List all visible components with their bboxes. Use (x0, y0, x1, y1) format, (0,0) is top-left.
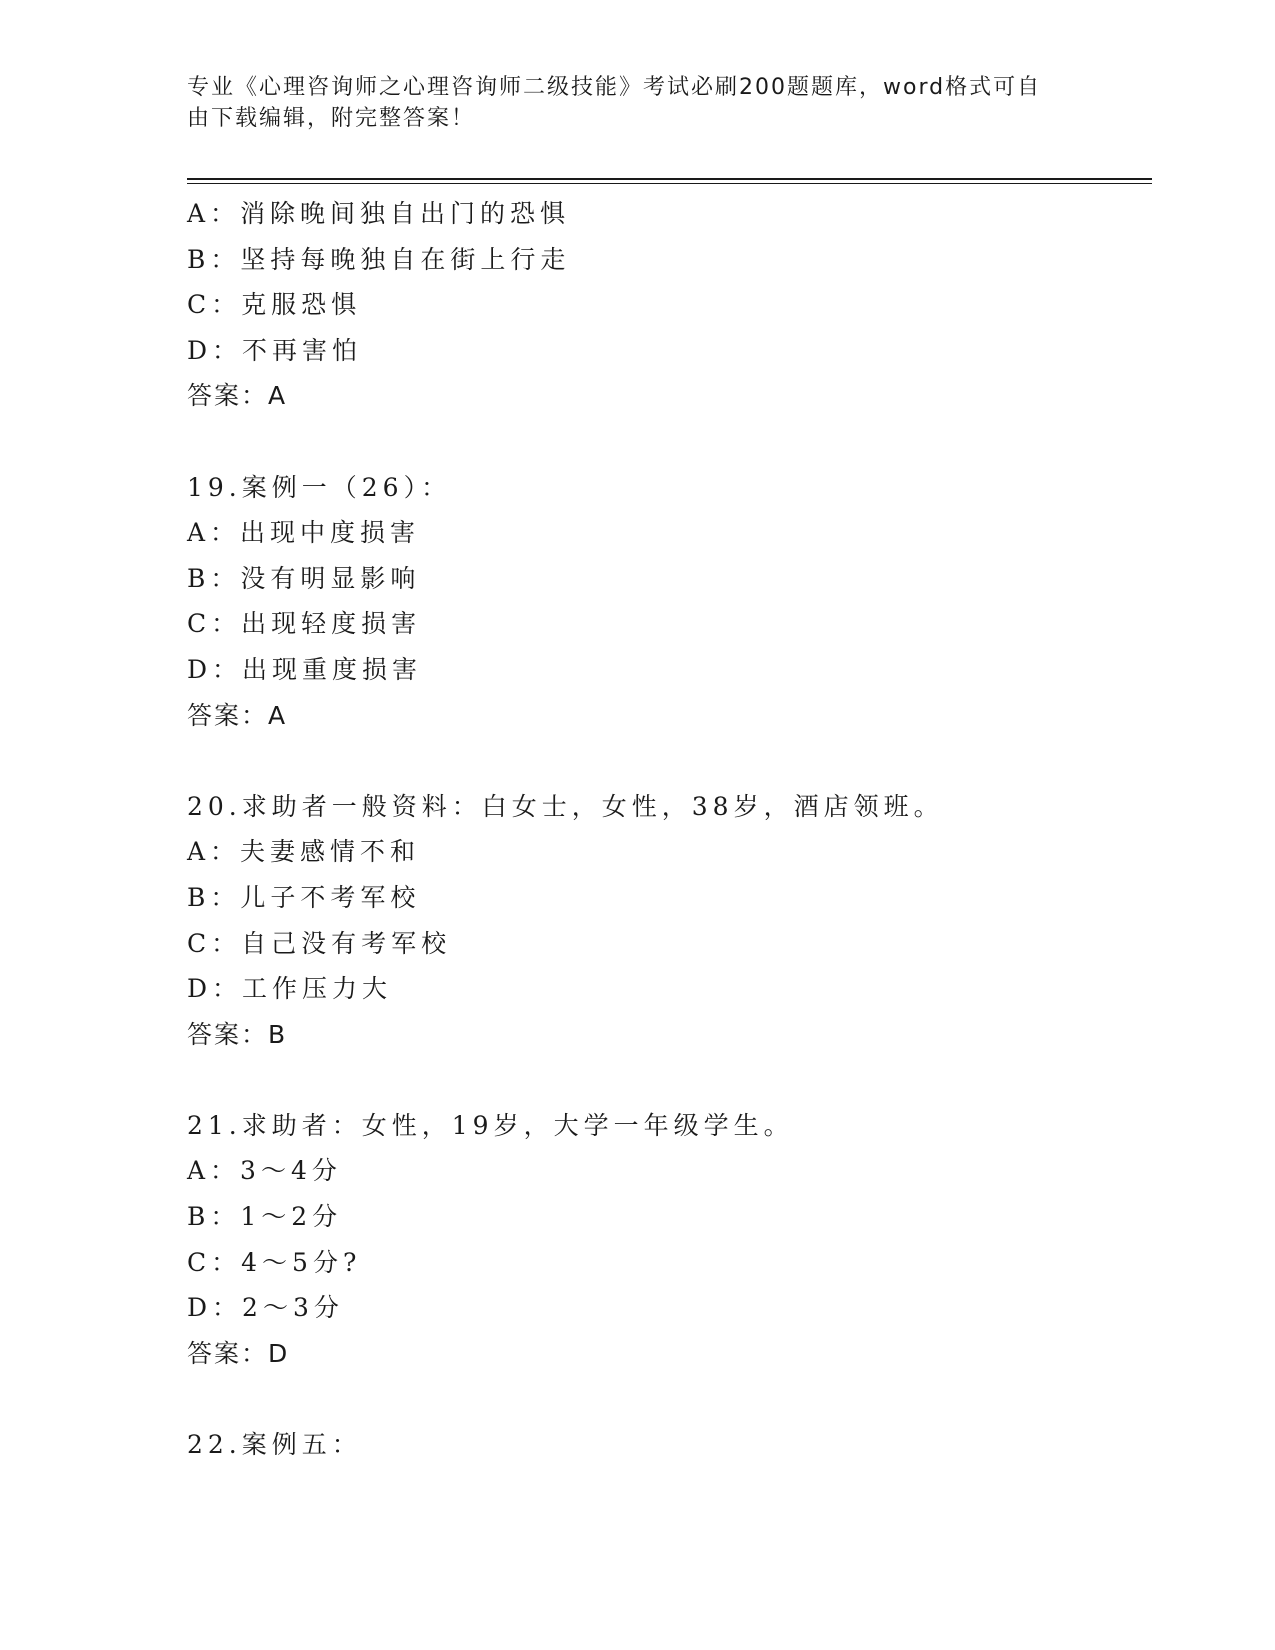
question-22 (187, 1422, 1152, 1468)
header-line-2: 由下载编辑，附完整答案！ (187, 106, 476, 131)
header-rule-thick (187, 178, 1152, 180)
option-a: A：出现中度损害 (187, 518, 421, 548)
answer: 答案：A (187, 700, 288, 730)
question-21 (187, 1103, 1152, 1377)
header-rule-thin (187, 183, 1152, 184)
option-a: A：夫妻感情不和 (187, 837, 421, 867)
question-20 (187, 784, 1152, 1058)
option-c: C：4～5分? (187, 1247, 362, 1277)
document-header (187, 72, 1067, 134)
option-c: C：克服恐惧 (187, 290, 362, 320)
answer: 答案：D (187, 1338, 290, 1368)
option-b: B：没有明显影响 (187, 563, 421, 593)
option-c: C：出现轻度损害 (187, 609, 422, 639)
option-b: B：坚持每晚独自在街上行走 (187, 244, 571, 274)
question-18 (187, 191, 1152, 419)
option-a: A：3～4分 (187, 1156, 342, 1186)
option-b: B：1～2分 (187, 1202, 343, 1232)
option-d: D：工作压力大 (187, 974, 393, 1004)
question-list (187, 191, 1152, 1468)
option-a: A：消除晚间独自出门的恐惧 (187, 199, 571, 228)
question-stem: 21.求助者：女性，19岁，大学一年级学生。 (187, 1110, 794, 1140)
answer: 答案：B (187, 1019, 288, 1049)
option-d: D：出现重度损害 (187, 654, 423, 684)
option-d: D：不再害怕 (187, 335, 363, 365)
option-c: C：自己没有考军校 (187, 928, 452, 958)
question-stem: 19.案例一（26）： (187, 472, 452, 502)
question-stem: 22.案例五： (187, 1430, 362, 1460)
option-d: D：2～3分 (187, 1293, 344, 1323)
header-line-1: 专业《心理咨询师之心理咨询师二级技能》考试必刷200题题库，word格式可自 (187, 75, 1042, 100)
question-stem: 20.求助者一般资料：白女士，女性，38岁，酒店领班。 (187, 791, 944, 821)
option-b: B：儿子不考军校 (187, 882, 421, 912)
answer: 答案：A (187, 381, 288, 411)
question-19 (187, 465, 1152, 739)
